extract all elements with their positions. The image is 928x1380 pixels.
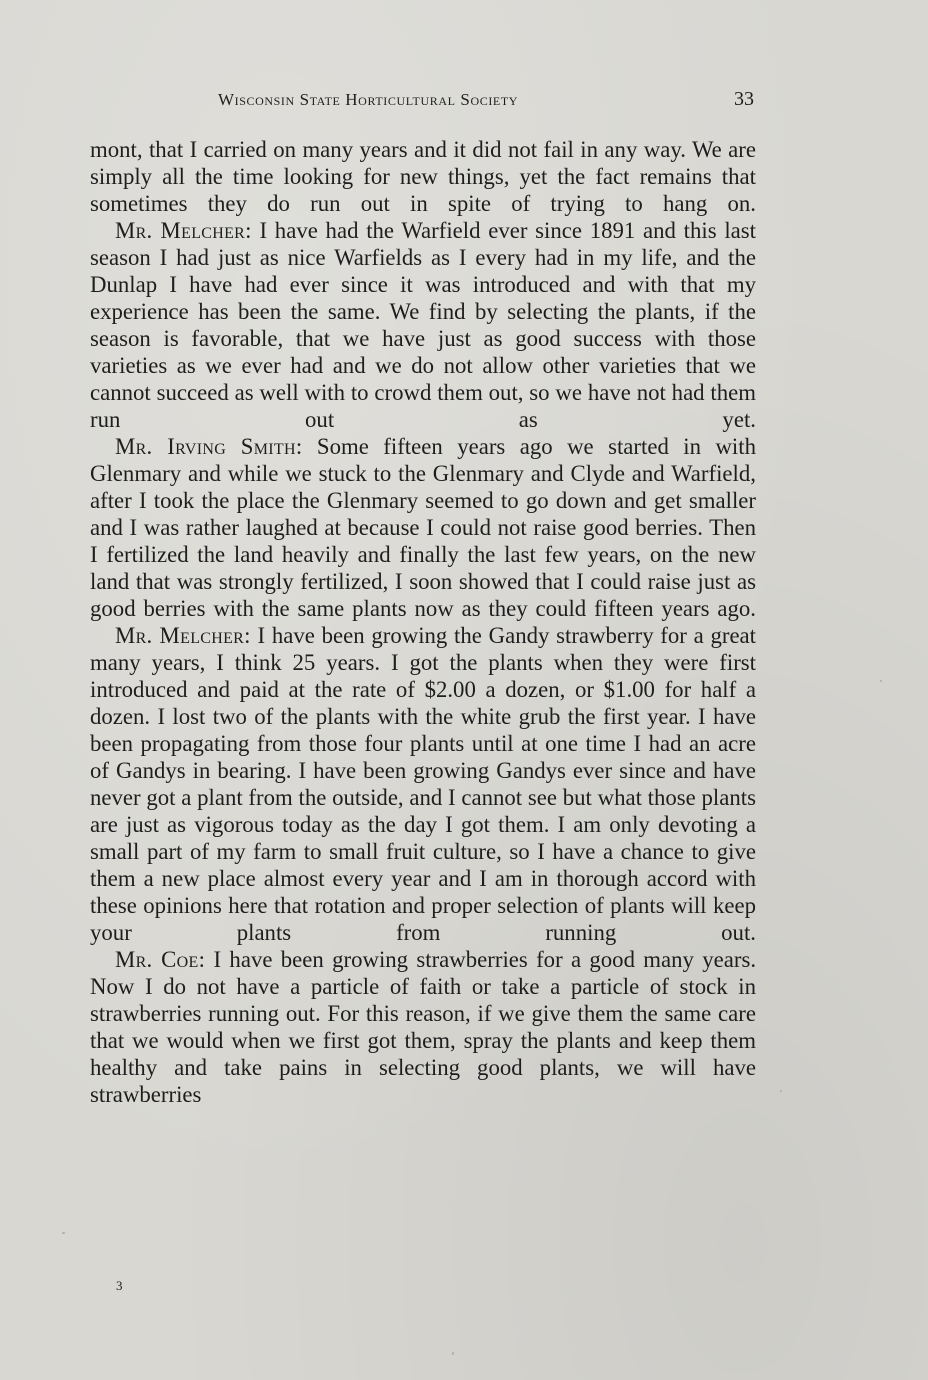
paragraph-continuation — [90, 136, 756, 217]
paragraph-text: mont, that I carried on many years and it did not fail in any way. We are simply all the time looking for new things, yet the fact remains that sometimes they do run out in spite of trying to hang on. — [90, 137, 756, 216]
paragraph-irving-smith — [90, 433, 756, 622]
paragraph-coe — [90, 946, 756, 1108]
paragraph-text: I have had the Warfield ever since 1891 and this last season I had just as nice Warfields as I every had in my life, and the Dunlap I have had ever since it was introduced and with that my experience has been the same. We find by selecting the plants, if the season is favorable, that we have just as good success with those varieties as we ever had and we do not allow other varieties that we cannot succeed as well with to crowd them out, so we have not had them run out as yet. — [90, 218, 756, 432]
paper-speck — [452, 1352, 454, 1355]
speaker-name: Mr. Melcher: — [115, 623, 251, 648]
paragraph-melcher-warfield — [90, 217, 756, 433]
paragraph-text: I have been growing the Gandy strawberry for a great many years, I think 25 years. I got the plants when they were first introduced and paid at the rate of $2.00 a dozen, or $1.00 for half a dozen. I lost two of the plants with the white grub the first year. I have been propagating from those four plants until at one time I had an acre of Gandys in bearing. I have been growing Gandys ever since and have never got a plant from the outside, and I cannot see but what those plants are just as vigorous today as the day I got them. I am only devoting a small part of my farm to small fruit culture, so I have a chance to give them a new place almost every year and I am in thorough accord with these opinions here that rotation and proper selection of plants will keep your plants from running out. — [90, 623, 757, 945]
paper-speck — [780, 1090, 782, 1092]
running-title: Wisconsin State Horticultural Society — [218, 90, 519, 109]
paper-speck — [880, 680, 882, 682]
running-head — [90, 88, 756, 112]
speaker-name: Mr. Irving Smith: — [115, 434, 303, 459]
paragraph-melcher-gandy — [90, 622, 756, 946]
speaker-name: Mr. Melcher: — [115, 218, 252, 243]
body-text — [90, 136, 756, 1108]
paper-speck — [62, 1232, 65, 1234]
page-number: 33 — [734, 88, 754, 110]
signature-mark: 3 — [116, 1278, 123, 1293]
paragraph-text: Some fifteen years ago we started in with Glenmary and while we stuck to the Glenmary and Clyde and Warfield, after I took the place the Glenmary seemed to go down and get smaller and I was rather laughed at because I could not raise good berries. Then I fertilized the land heavily and finally the last few years, on the new land that was strongly fertilized, I soon showed that I could raise just as good berries with the same plants now as they could fifteen years ago. — [90, 434, 756, 621]
speaker-name: Mr. Coe: — [115, 947, 206, 972]
paragraph-text: I have been growing strawberries for a good many years. Now I do not have a particle of faith or take a particle of stock in strawberries running out. For this reason, if we give them the same care that we would when we first got them, spray the plants and keep them healthy and take pains in selecting good plants, we will have strawberries — [90, 947, 757, 1107]
